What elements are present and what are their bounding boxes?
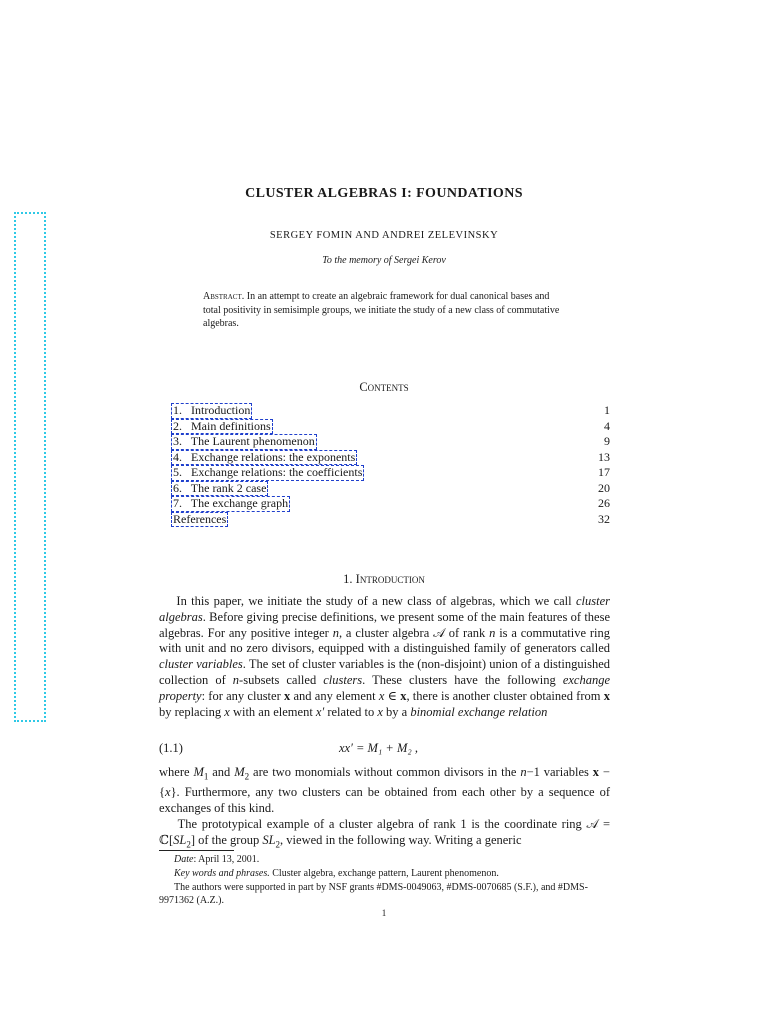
page-number: 1 bbox=[381, 908, 387, 918]
toc-link-introduction[interactable]: 1. Introduction bbox=[173, 403, 251, 417]
toc-link-rank-2-case[interactable]: 6. The rank 2 case bbox=[173, 480, 267, 495]
toc-row bbox=[173, 419, 610, 435]
section-heading: 1. Introduction bbox=[343, 572, 425, 586]
table-of-contents bbox=[173, 403, 610, 527]
paper-authors: SERGEY FOMIN AND ANDREI ZELEVINSKY bbox=[269, 230, 499, 241]
equation-body: xx′ = M₁ + M₂ , bbox=[339, 741, 418, 755]
equation-number: (1.1) bbox=[159, 741, 183, 755]
toc-page: 20 bbox=[598, 480, 610, 495]
toc-page: 32 bbox=[598, 511, 610, 526]
footnote-keywords: Key words and phrases. Cluster algebra, exchange pattern, Laurent phenomenon. bbox=[174, 867, 499, 879]
abstract bbox=[203, 290, 565, 331]
toc-row bbox=[173, 465, 610, 481]
toc-row bbox=[173, 496, 610, 512]
toc-link-exponents[interactable]: 4. Exchange relations: the exponents bbox=[173, 449, 356, 464]
toc-page: 13 bbox=[598, 449, 610, 464]
toc-link-laurent-phenomenon[interactable]: 3. The Laurent phenomenon bbox=[173, 434, 315, 448]
contents-heading: Contents bbox=[359, 380, 409, 394]
margin-annotation-box bbox=[14, 212, 46, 722]
footnote-rule bbox=[159, 850, 234, 851]
toc-link-main-definitions[interactable]: 2. Main definitions bbox=[173, 418, 271, 433]
footnotes bbox=[159, 853, 610, 908]
abstract-text: In an attempt to create an algebraic framework for dual canonical bases and total positivity in semisimple groups, we initiate the study of a new class of commutative algebras. bbox=[203, 291, 560, 329]
equation-1-1 bbox=[159, 741, 610, 756]
toc-page: 1 bbox=[604, 403, 610, 417]
toc-page: 4 bbox=[604, 418, 610, 433]
toc-row bbox=[173, 434, 610, 450]
toc-page: 9 bbox=[604, 434, 610, 448]
toc-row bbox=[173, 481, 610, 497]
toc-row bbox=[173, 403, 610, 419]
toc-link-coefficients[interactable]: 5. Exchange relations: the coefficients bbox=[173, 465, 363, 479]
toc-link-exchange-graph[interactable]: 7. The exchange graph bbox=[173, 496, 289, 510]
toc-page: 26 bbox=[598, 496, 610, 510]
abstract-label: Abstract. bbox=[203, 291, 245, 302]
toc-link-references[interactable]: References bbox=[173, 511, 227, 526]
toc-page: 17 bbox=[598, 465, 610, 479]
dedication: To the memory of Sergei Kerov bbox=[322, 255, 446, 266]
toc-row bbox=[173, 512, 610, 528]
paper-title: CLUSTER ALGEBRAS I: FOUNDATIONS bbox=[245, 186, 523, 201]
intro-paragraph-1: In this paper, we initiate the study of a new class of algebras, which we call cluster algebras. Before giving precise definitions, we present some of the main features of these algebras. For any positive integer n, a cluster algebra 𝒜 of rank n is a commutative ring with unit and no zero divisors, equipped with a distinguished family of generators called cluster variables. The set of cluster variables is the (non-disjoint) union of a distinguished collection of n-subsets called clusters. These clusters have the following exchange property: for any cluster x and any element x ∈ x, there is another cluster obtained from x by replacing x with an element x′ related to x by a binomial exchange relation bbox=[159, 594, 611, 719]
footnote-support: The authors were supported in part by NSF grants #DMS-0049063, #DMS-0070685 (S.F.), and #DMS-9971362 (A.Z.). bbox=[159, 881, 588, 907]
footnote-date: Date: April 13, 2001. bbox=[174, 854, 260, 865]
toc-row bbox=[173, 450, 610, 466]
intro-paragraph-2: where $M_1$ and $M_2$ are two monomials without common divisors in the n−1 variables x − {x}. Furthermore, any two clusters can be obtained from each other by a sequence of exchanges of this kind. The prototypical example of a cluster algebra of rank 1 is the coordinate ring 𝒜 = $ℂ[SL_2]$ of the group $SL_2$, viewed in the following way. Writing a generic bbox=[159, 765, 610, 850]
